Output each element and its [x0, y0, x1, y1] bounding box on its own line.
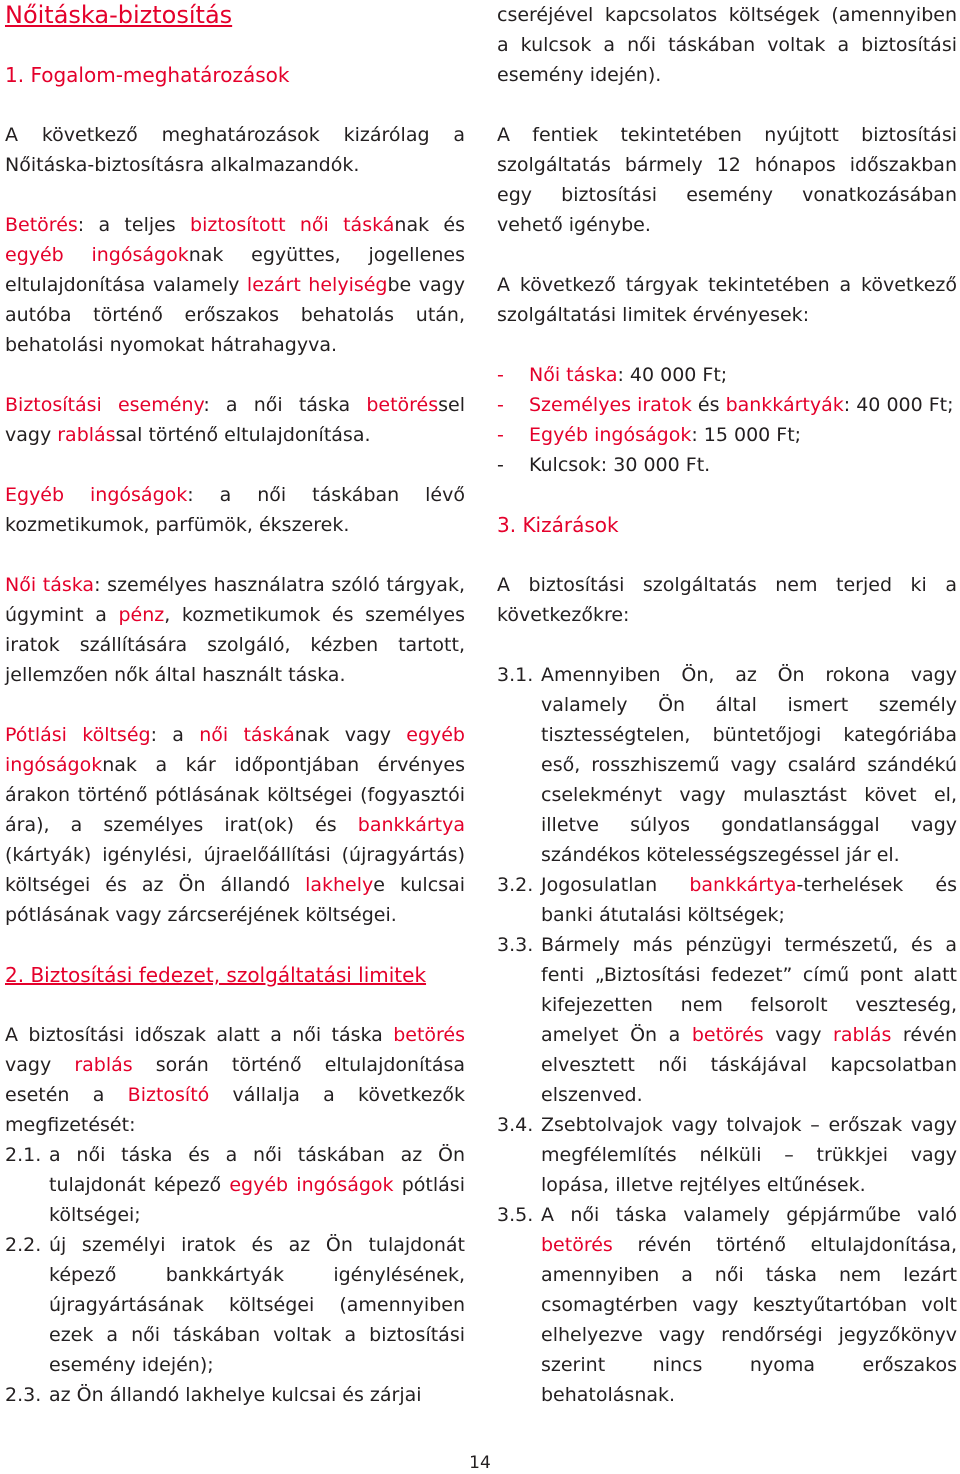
- term-noi-taska: Női táska: [5, 574, 95, 596]
- item-number: 3.4.: [497, 1114, 534, 1136]
- term-potlasi-koltseg: Pótlási költség: [5, 724, 151, 746]
- exclusion-item: 3.5. A női táska valamely gépjárműbe való betörés révén történő eltulajdonítása, amennyiben a női táska nem lezárt csomagtérben vagy kesztyűtartóban volt elhelyezve vagy rendőrségi jegyzőkönyv szerint nincs nyoma erőszakos behatolásnak.: [497, 1200, 957, 1410]
- item-number: 2.2.: [5, 1234, 42, 1256]
- document-title: Nőitáska-biztosítás: [5, 1, 233, 29]
- left-column: [5, 0, 465, 1410]
- limits-intro: A következő tárgyak tekintetében a következő szolgáltatási limitek érvényesek:: [497, 274, 957, 326]
- coverage-item-continued: cseréjével kapcsolatos költségek (amennyiben a kulcsok a női táskában voltak a biztosítási esemény idején).: [497, 4, 957, 86]
- term-biztositasi-esemeny: Biztosítási esemény: [5, 394, 204, 416]
- definition-noi-taska: Női táska: személyes használatra szóló tárgyak, úgymint a pénz, kozmetikumok és személyes iratok szállítására szolgáló, kézben tartott, jellemzően nők által használt táska.: [5, 574, 465, 686]
- limit-item: - Egyéb ingóságok: 15 000 Ft;: [497, 424, 802, 446]
- coverage-item: 2.2. új személyi iratok és az Ön tulajdonát képező bankkártyák igénylésének, újragyártásának költségei (amennyiben ezek a női táskában voltak a biztosítási esemény idején);: [5, 1230, 465, 1380]
- definition-biztositasi-esemeny: Biztosítási esemény: a női táska betöréssel vagy rablással történő eltulajdonítása.: [5, 394, 465, 446]
- right-column: [497, 0, 957, 1410]
- term-betores: Betörés: [5, 214, 78, 236]
- definition-egyeb-ingosagok: Egyéb ingóságok: a női táskában lévő kozmetikumok, parfümök, ékszerek.: [5, 484, 465, 536]
- section-1-heading: 1. Fogalom-meghatározások: [5, 63, 290, 87]
- item-number: 2.3.: [5, 1384, 42, 1406]
- page-number: 14: [469, 1453, 491, 1473]
- coverage-period-paragraph: A fentiek tekintetében nyújtott biztosítási szolgáltatás bármely 12 hónapos időszakban egy biztosítási esemény vonatkozásában vehető igénybe.: [497, 124, 957, 236]
- item-number: 3.1.: [497, 664, 534, 686]
- item-number: 3.3.: [497, 934, 534, 956]
- exclusion-item: 3.1. Amennyiben Ön, az Ön rokona vagy valamely Ön által ismert személy tisztességtelen, büntetőjogi kategóriába eső, rosszhiszemű vagy csalárd szándékú cselekményt vagy mulasztást követ el, illetve súlyos gondatlansággal vagy szándékos kötelességszegéssel jár el.: [497, 660, 957, 870]
- limit-item: - Kulcsok: 30 000 Ft.: [497, 454, 711, 476]
- item-number: 3.5.: [497, 1204, 534, 1226]
- coverage-intro: A biztosítási időszak alatt a női táska betörés vagy rablás során történő eltulajdonítása esetén a Biztosító vállalja a következők megfizetését:: [5, 1024, 465, 1136]
- definitions-intro: A következő meghatározások kizárólag a Nőitáska-biztosításra alkalmazandók.: [5, 124, 465, 176]
- section-2-heading: 2. Biztosítási fedezet, szolgáltatási limitek: [5, 963, 427, 987]
- definition-potlasi-koltseg: Pótlási költség: a női táskának vagy egyéb ingóságoknak a kár időpontjában érvényes árakon történő pótlásának költségei (fogyasztói ára), a személyes irat(ok) és bankkártya (kártyák) igénylési, újraelőállítási (újragyártás) költségei és az Ön állandó lakhelye kulcsai pótlásának vagy zárcseréjének költségei.: [5, 724, 465, 926]
- term-egyeb-ingosagok: Egyéb ingóságok: [5, 484, 188, 506]
- coverage-item: 2.3. az Ön állandó lakhelye kulcsai és zárjai: [5, 1380, 465, 1410]
- exclusion-item: 3.3. Bármely más pénzügyi természetű, és a fenti „Biztosítási fedezet” című pont alatt kifejezetten nem felsorolt veszteség, amelyet Ön a betörés vagy rablás révén elvesztett női táskájával kapcsolatban elszenved.: [497, 930, 957, 1110]
- exclusions-list: [497, 660, 957, 1410]
- item-number: 2.1.: [5, 1144, 42, 1166]
- section-3-heading: 3. Kizárások: [497, 513, 619, 537]
- definition-betores: Betörés: a teljes biztosított női táskának és egyéb ingóságoknak együttes, jogellenes eltulajdonítása valamely lezárt helyiségbe vagy autóba történő erőszakos behatolás után, behatolási nyomokat hátrahagyva.: [5, 214, 465, 356]
- limits-list: [497, 360, 957, 480]
- limit-item: - Női táska: 40 000 Ft;: [497, 364, 728, 386]
- exclusion-item: 3.2. Jogosulatlan bankkártya-terhelések és banki átutalási költségek;: [497, 870, 957, 930]
- exclusions-intro: A biztosítási szolgáltatás nem terjed ki a következőkre:: [497, 574, 957, 626]
- coverage-item: 2.1. a női táska és a női táskában az Ön tulajdonát képező egyéb ingóságok pótlási költségei;: [5, 1140, 465, 1230]
- limit-item: - Személyes iratok és bankkártyák: 40 000 Ft;: [497, 394, 954, 416]
- item-number: 3.2.: [497, 874, 534, 896]
- exclusion-item: 3.4. Zsebtolvajok vagy tolvajok – erőszak vagy megfélemlítés nélküli – trükkjei vagy lopása, illetve rejtélyes eltűnések.: [497, 1110, 957, 1200]
